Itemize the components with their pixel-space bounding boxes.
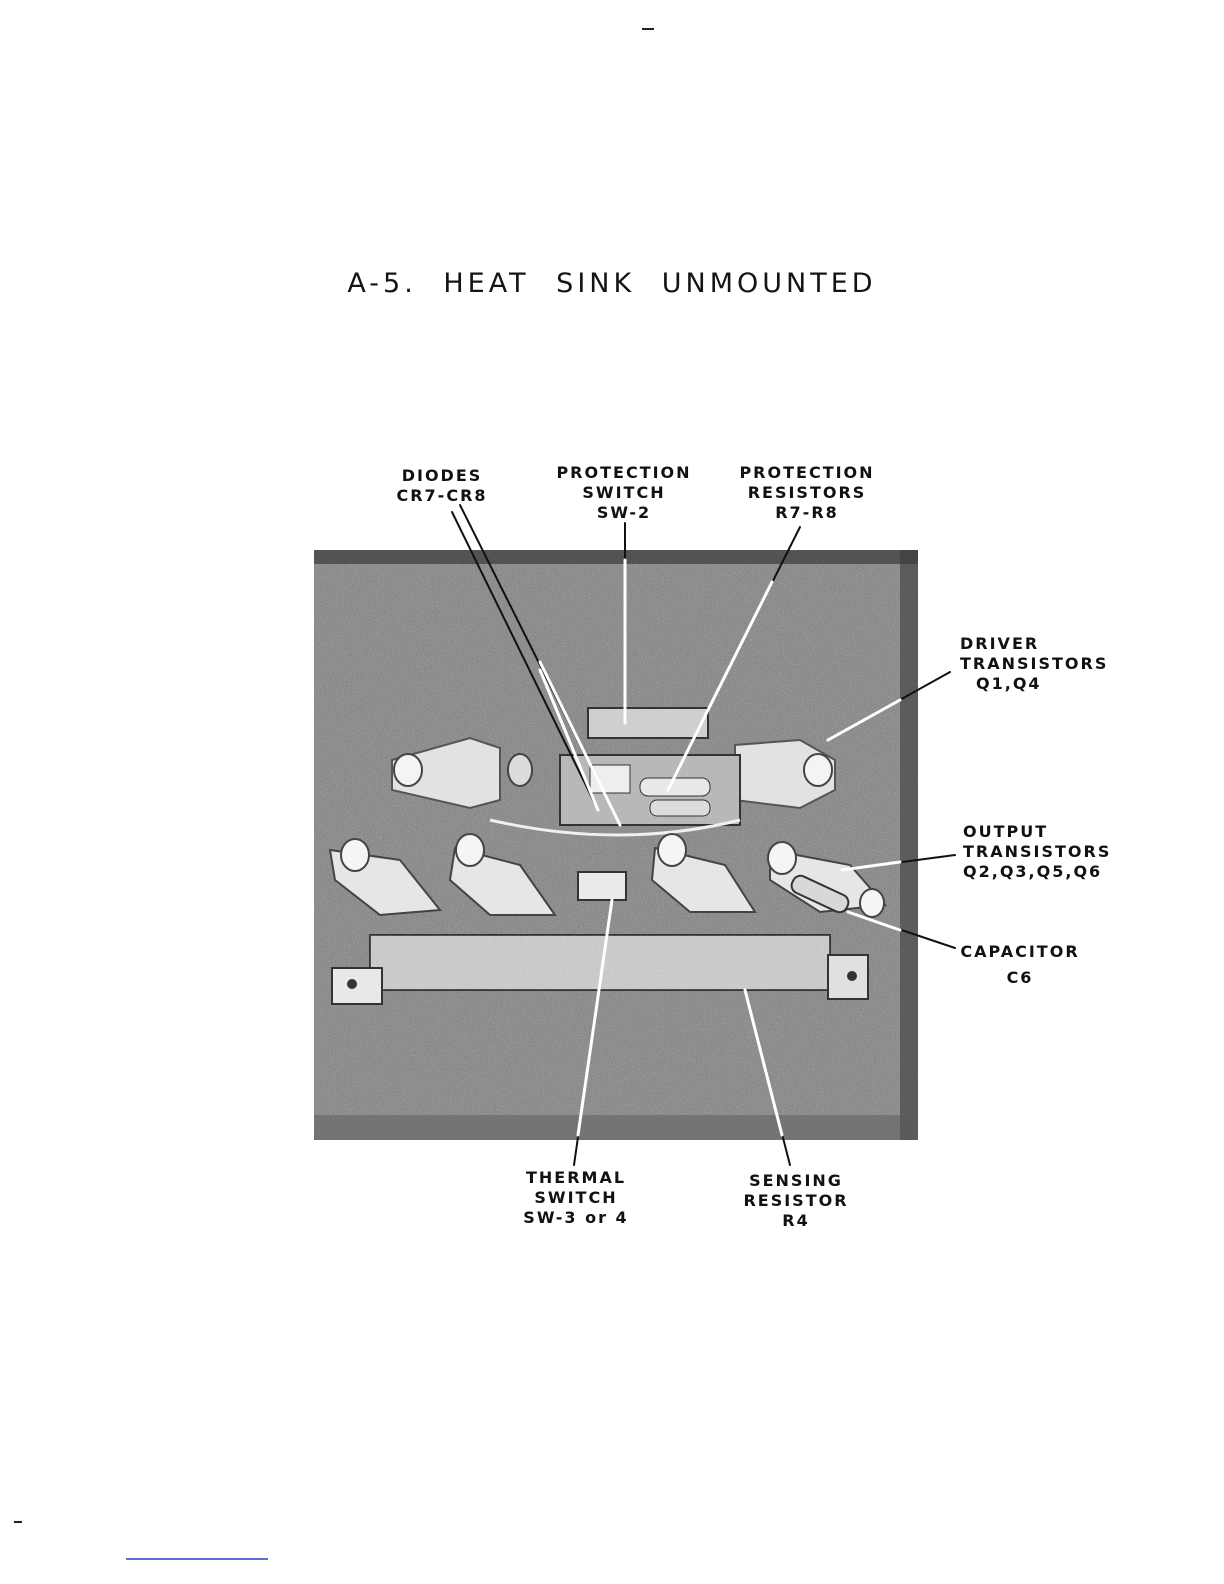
label-protection-switch-line1: PROTECTION [556, 463, 692, 482]
label-output-transistors [963, 822, 1113, 882]
label-diodes [382, 466, 502, 506]
label-output-transistors-line3: Q2,Q3,Q5,Q6 [963, 862, 1103, 881]
scan-speck [14, 1521, 22, 1523]
label-capacitor-line2: C6 [1006, 968, 1034, 987]
label-thermal-switch-line2: SWITCH [534, 1188, 618, 1207]
label-driver-transistors [960, 634, 1110, 694]
label-driver-transistors-line2: TRANSISTORS [960, 654, 1109, 673]
label-output-transistors-line1: OUTPUT [963, 822, 1049, 841]
label-driver-transistors-line3: Q1,Q4 [976, 674, 1042, 693]
label-protection-resistors [732, 463, 882, 523]
label-protection-switch [552, 463, 696, 523]
label-capacitor-line1: CAPACITOR [960, 942, 1080, 961]
label-protection-resistors-line3: R7-R8 [775, 503, 839, 522]
figure-title: A-5. HEAT SINK UNMOUNTED [347, 268, 877, 299]
label-output-transistors-line2: TRANSISTORS [963, 842, 1112, 861]
label-protection-switch-line2: SWITCH [582, 483, 666, 502]
label-capacitor [958, 942, 1082, 988]
label-sensing-resistor-line3: R4 [782, 1211, 810, 1230]
label-thermal-switch-line1: THERMAL [525, 1168, 627, 1187]
label-sensing-resistor-line1: SENSING [749, 1171, 843, 1190]
label-diodes-line2: CR7-CR8 [396, 486, 488, 505]
label-thermal-switch-line3: SW-3 or 4 [523, 1208, 629, 1227]
label-protection-resistors-line1: PROTECTION [739, 463, 875, 482]
label-thermal-switch [508, 1168, 644, 1228]
thermal-switch [578, 872, 626, 900]
label-protection-switch-line3: SW-2 [596, 503, 652, 522]
label-sensing-resistor [736, 1171, 856, 1231]
label-protection-resistors-line2: RESISTORS [747, 483, 867, 502]
label-driver-transistors-line1: DRIVER [960, 634, 1040, 653]
label-sensing-resistor-line2: RESISTOR [743, 1191, 849, 1210]
bottom-rule [126, 1558, 268, 1560]
scan-speck [642, 28, 654, 30]
label-diodes-line1: DIODES [401, 466, 483, 485]
